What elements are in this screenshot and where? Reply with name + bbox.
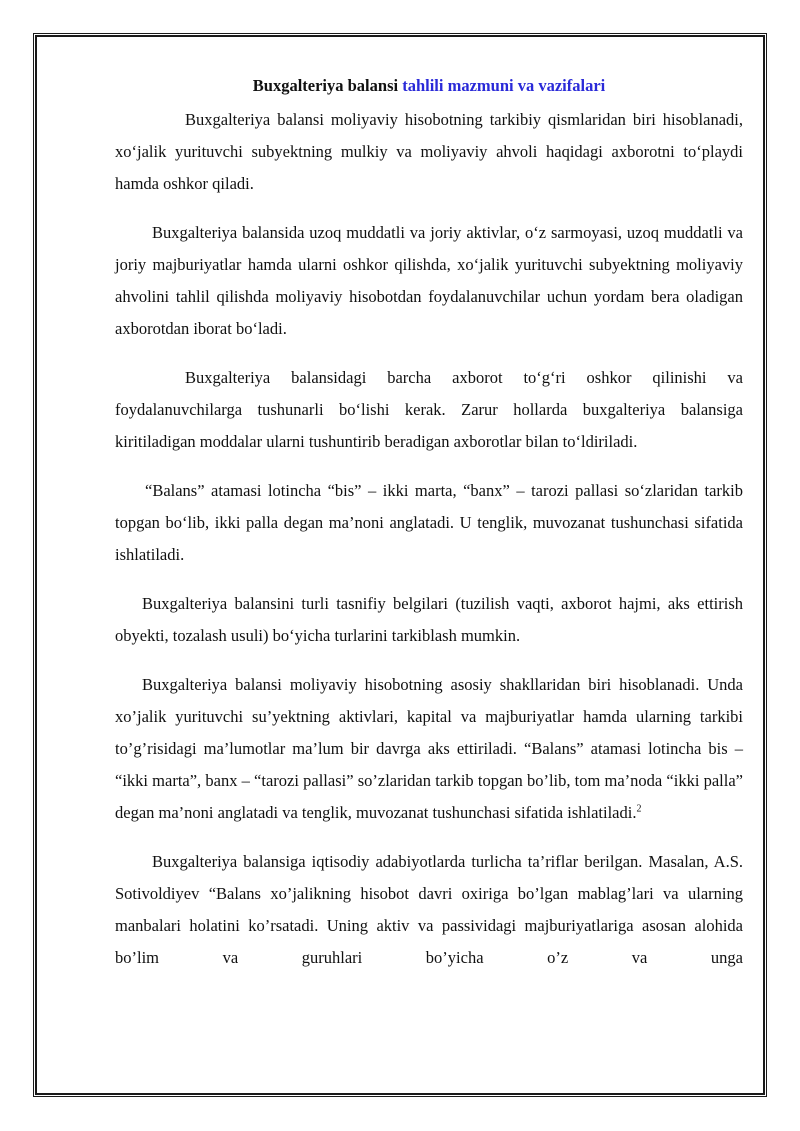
document-body [115,72,743,974]
footnote-reference[interactable]: 2 [636,803,642,815]
paragraph-6-text: Buxgalteriya balansi moliyaviy hisobotning asosiy shakllaridan biri hisoblanadi. Unda xo’jalik yurituvchi su’yektning aktivlari, kapital va majburiyatlar hamda ularning tarkibi to’g’risidagi ma’lumotlar ma’lum bir davrga aks ettiriladi. “Balans” atamasi lotincha bis – “ikki marta”, banx – “tarozi pallasi” so’zlaridan tarkib topgan bo’lib, tom ma’noda “ikki palla” degan ma’noni anglatadi va tenglik, muvozanat tushunchasi sifatida ishlatiladi. [115,675,743,822]
paragraph-6 [115,669,743,829]
title-main: Buxgalteriya balansi [252,76,403,95]
paragraph-2: Buxgalteriya balansida uzoq muddatli va joriy aktivlar, o‘z sarmoyasi, uzoq muddatli va joriy majburiyatlar hamda ularni oshkor qilishda, xo‘jalik yurituvchi subyektning moliyaviy ahvolini tahlil qilishda moliyaviy hisobotdan foydalanuvchilar uchun yordam bera oladigan axborotdan iborat bo‘ladi. [115,223,743,338]
document-title [115,72,743,100]
paragraph-1: Buxgalteriya balansi moliyaviy hisobotning tarkibiy qismlaridan biri hisoblanadi, xo‘jalik yurituvchi subyektning mulkiy va moliyaviy ahvoli haqidagi axborotni to‘playdi hamda oshkor qiladi. [115,110,743,193]
title-accent: tahlili mazmuni va vazifalari [402,76,606,95]
paragraph-4: “Balans” atamasi lotincha “bis” – ikki marta, “banx” – tarozi pallasi so‘zlaridan tarkib topgan bo‘lib, ikki palla degan ma’noni anglatadi. U tenglik, muvozanat tushunchasi sifatida ishlatiladi. [115,481,743,564]
paragraph-5: Buxgalteriya balansini turli tasnifiy belgilari (tuzilish vaqti, axborot hajmi, aks ettirish obyekti, tozalash usuli) bo‘yicha turlarini tarkiblash mumkin. [115,594,743,645]
paragraph-3: Buxgalteriya balansidagi barcha axborot to‘g‘ri oshkor qilinishi va foydalanuvchilarga tushunarli bo‘lishi kerak. Zarur hollarda buxgalteriya balansiga kiritiladigan moddalar ularni tushuntirib beradigan axborotlar bilan to‘ldiriladi. [115,368,743,451]
paragraph-7: Buxgalteriya balansiga iqtisodiy adabiyotlarda turlicha ta’riflar berilgan. Masalan, A.S. Sotivoldiyev “Balans xo’jalikning hisobot davri oxiriga bo’lgan mablag’lari va ularning manbalari holatini ko’rsatadi. Uning aktiv va passividagi majburiyatlariga asosan alohida bo’lim va guruhlari bo’yicha o’z va unga [115,852,743,967]
